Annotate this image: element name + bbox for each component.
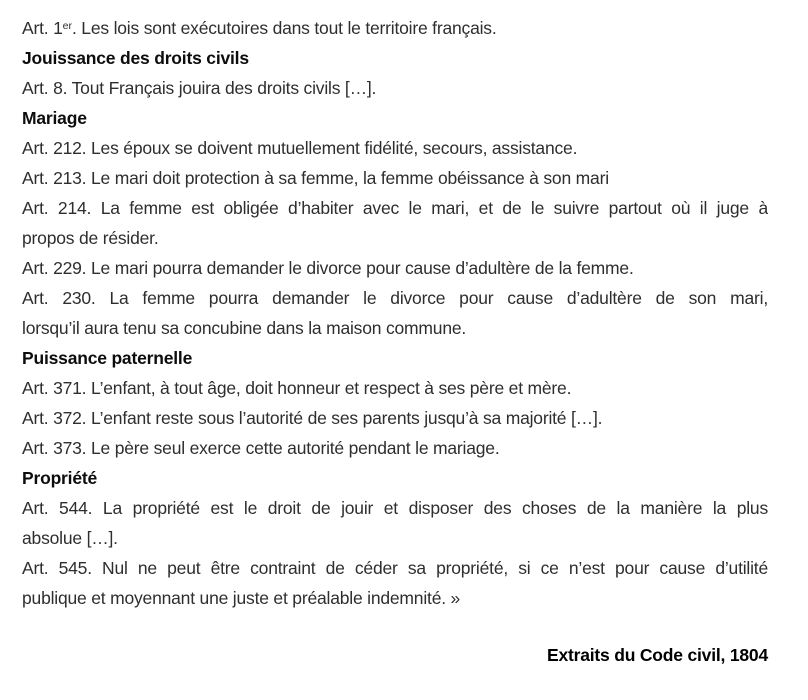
article-230-line-1: Art. 230. La femme pourra demander le divorce pour cause d’adultère de son mari, (22, 288, 768, 308)
article-544-line-2: absolue […]. (22, 528, 118, 548)
article-1-line (22, 13, 768, 43)
article-230-line-2: lorsqu’il aura tenu sa concubine dans la maison commune. (22, 318, 467, 338)
article-545-line-1: Art. 545. Nul ne peut être contraint de céder sa propriété, si ce n’est pour cause d’utilité (22, 558, 768, 578)
article-214-line-2: propos de résider. (22, 228, 159, 248)
section-heading-jouissance-des-droits-civils: Jouissance des droits civils (22, 48, 249, 68)
article-214-line-1: Art. 214. La femme est obligée d’habiter avec le mari, et de le suivre partout où il juge à (22, 198, 768, 218)
article-372-line: Art. 372. L’enfant reste sous l’autorité de ses parents jusqu’à sa majorité […]. (22, 408, 603, 428)
article-373-line: Art. 373. Le père seul exerce cette autorité pendant le mariage. (22, 438, 500, 458)
article-1-prefix: Art. 1 (22, 18, 63, 38)
source-caption: Extraits du Code civil, 1804 (546, 645, 768, 665)
section-heading-mariage: Mariage (22, 108, 87, 128)
article-1-text: . Les lois sont exécutoires dans tout le territoire français. (71, 18, 497, 38)
article-213-line: Art. 213. Le mari doit protection à sa femme, la femme obéissance à son mari (22, 168, 609, 188)
section-heading-puissance-paternelle: Puissance paternelle (22, 348, 193, 368)
article-8-line: Art. 8. Tout Français jouira des droits civils […]. (22, 78, 377, 98)
article-229-line: Art. 229. Le mari pourra demander le divorce pour cause d’adultère de la femme. (22, 258, 634, 278)
article-212-line: Art. 212. Les époux se doivent mutuellement fidélité, secours, assistance. (22, 138, 578, 158)
section-heading-propriete: Propriété (22, 468, 98, 488)
article-544-line-1: Art. 544. La propriété est le droit de jouir et disposer des choses de la manière la plus (22, 498, 768, 518)
article-1-superscript: er (62, 19, 72, 32)
article-545-line-2: publique et moyennant une juste et préalable indemnité. » (22, 588, 461, 608)
article-371-line: Art. 371. L’enfant, à tout âge, doit honneur et respect à ses père et mère. (22, 378, 572, 398)
